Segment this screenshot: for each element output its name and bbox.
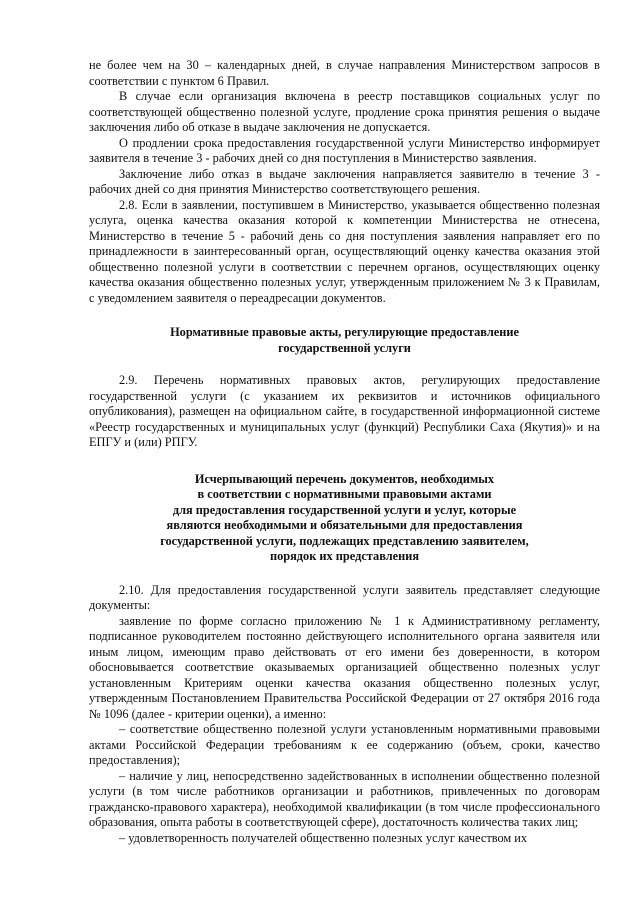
paragraph-continuation: не более чем на 30 – календарных дней, в случае направления Министерством запросов в соответствии с пунктом 6 Правил. (89, 58, 600, 88)
heading-line: являются необходимыми и обязательными для предоставления (166, 518, 523, 532)
paragraph-2-10: 2.10. Для предоставления государственной услуги заявитель представляет следующие документы: (89, 582, 600, 612)
section-heading-normative-acts (89, 325, 600, 356)
document-page (89, 58, 600, 846)
heading-line: в соответствии с нормативными правовыми актами (197, 487, 492, 501)
heading-line: Исчерпывающий перечень документов, необходимых (194, 471, 495, 486)
section-heading-documents-list (89, 472, 600, 565)
paragraph-application: заявление по форме согласно приложению № 1 к Административному регламенту, подписанное руководителем постоянно действующего исполнительного органа заявителя или иным лицом, имеющим право действовать от его имени без доверенности, в котором обосновывается соответствие оказываемых организацией общественно полезных услуг установленным Критериям оценки качества оказания общественно полезных услуг, утвержденным Постановлением Правительства Российской Федерации от 27 октября 2016 года № 1096 (далее - критерии оценки), а именно: (89, 613, 600, 721)
list-item-criterion: – наличие у лиц, непосредственно задействованных в исполнении общественно полезной услуги (в том числе работников организации и работников, привлеченных по договорам гражданско-правового характера), необходимой квалификации (в том числе профессионального образования, опыта работы в соответствующей сфере), достаточность количества таких лиц; (89, 768, 600, 829)
paragraph-2-8: 2.8. Если в заявлении, поступившем в Министерство, указывается общественно полезная услуга, оценка качества оказания которой к компетенции Министерства не отнесена, Министерство в течение 5 - рабочий день со дня поступления заявления направляет его по принадлежности в заинтересованный орган, осуществляющий оценку качества оказания этой общественно полезной услуги в соответствии с перечнем органов, осуществляющих оценку качества оказания общественно полезных услуг, утвержденным приложением № 3 к Правилам, с уведомлением заявителя о переадресации документов. (89, 197, 600, 305)
paragraph-extension-notice: О продлении срока предоставления государственной услуги Министерство информирует заявителя в течение 3 - рабочих дней со дня поступления в Министерство заявления. (89, 135, 600, 165)
heading-line: государственной услуги (278, 340, 411, 355)
heading-line: Нормативные правовые акты, регулирующие предоставление (170, 325, 519, 339)
heading-line: порядок их представления (269, 549, 420, 563)
paragraph-conclusion-sent: Заключение либо отказ в выдаче заключения направляется заявителю в течение 3 - рабочих дней со дня принятия Министерство соответствующего решения. (89, 166, 600, 196)
paragraph-registry-note: В случае если организация включена в реестр поставщиков социальных услуг по соответствующей общественно полезной услуге, продление срока принятия решения о выдаче заключения либо об отказе в выдаче заключения не допускается. (89, 89, 600, 134)
list-item-criterion: – соответствие общественно полезной услуги установленным нормативными правовыми актами Российской Федерации требованиям к ее содержанию (объем, сроки, качество предоставления); (89, 722, 600, 767)
heading-line: для предоставления государственной услуги и услуг, которые (172, 502, 517, 517)
heading-line: государственной услуги, подлежащих представлению заявителем, (160, 533, 529, 548)
paragraph-2-9: 2.9. Перечень нормативных правовых актов, регулирующих предоставление государственной услуги (с указанием их реквизитов и источников официального опубликования), размещен на официальном сайте, в государственной информационной системе «Реестр государственных и муниципальных услуг (функций) Республики Саха (Якутия)» и на ЕПГУ и (или) РПГУ. (89, 373, 600, 449)
list-item-criterion: – удовлетворенность получателей общественно полезных услуг качеством их (119, 830, 528, 845)
